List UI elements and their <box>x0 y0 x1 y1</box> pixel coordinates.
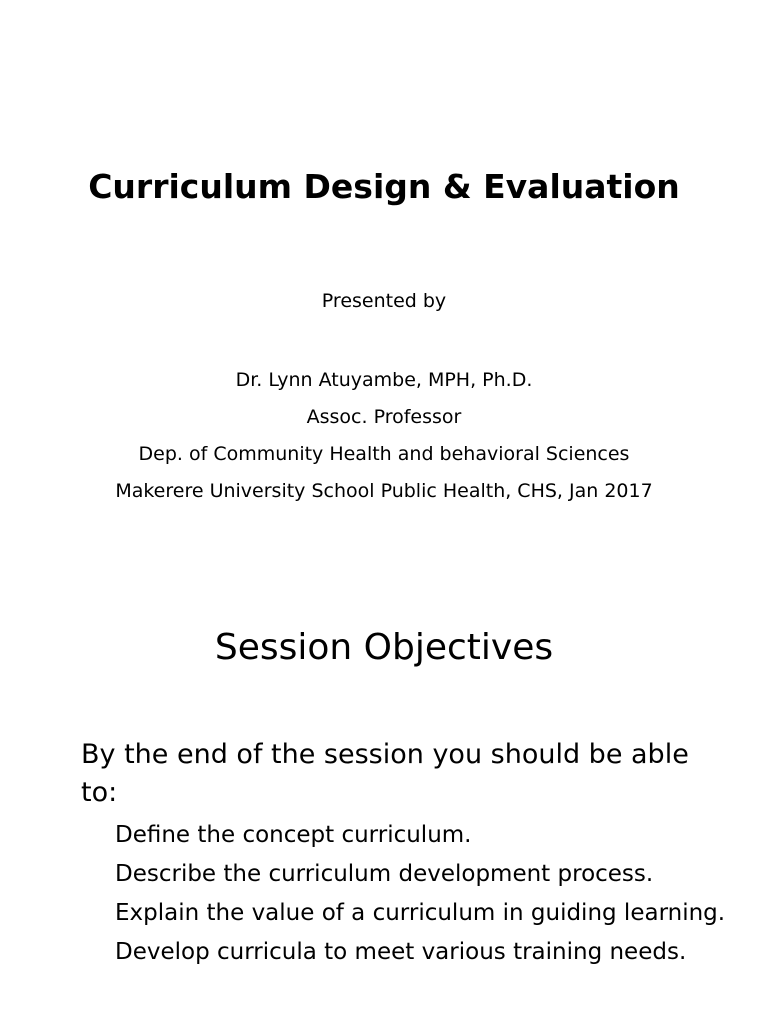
objective-item: Define the concept curriculum. <box>115 822 472 848</box>
objectives-slide <box>0 576 768 1024</box>
objectives-list <box>115 819 735 975</box>
author-position: Assoc. Professor <box>306 406 462 428</box>
objective-item: Develop curricula to meet various training needs. <box>115 939 687 965</box>
objectives-title: Session Objectives <box>214 627 554 668</box>
author-department: Dep. of Community Health and behavioral Sciences <box>138 443 630 465</box>
author-name: Dr. Lynn Atuyambe, MPH, Ph.D. <box>235 369 533 391</box>
objectives-intro: By the end of the session you should be able to: <box>81 739 689 808</box>
presented-by-label: Presented by <box>321 290 447 312</box>
presentation-title: Curriculum Design & Evaluation <box>88 167 680 206</box>
objective-item: Explain the value of a curriculum in guiding learning. <box>115 900 726 926</box>
objective-item: Describe the curriculum development process. <box>115 861 654 887</box>
author-details <box>0 362 768 510</box>
author-institution: Makerere University School Public Health, CHS, Jan 2017 <box>115 480 653 502</box>
